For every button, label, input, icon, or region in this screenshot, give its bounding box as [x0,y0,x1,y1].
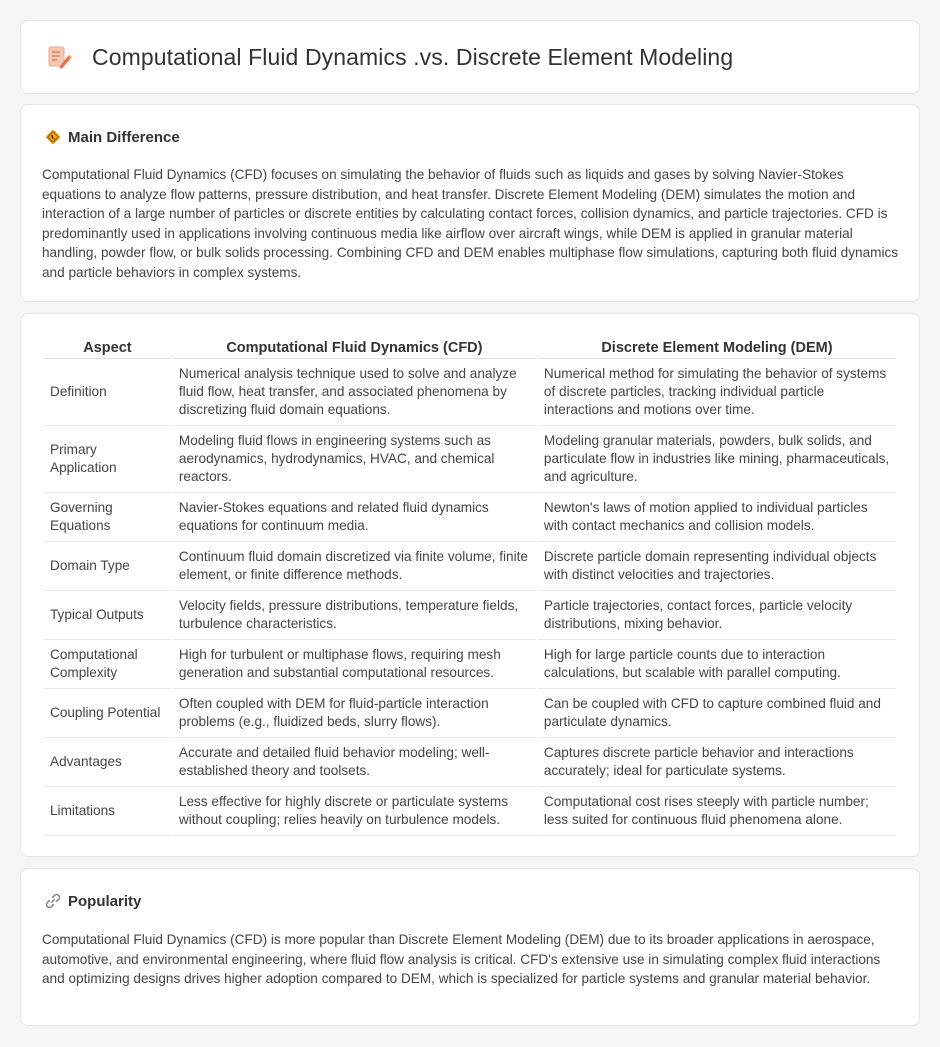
dem-cell: Discrete particle domain representing individual objects with distinct velocities and trajectories. [538,542,896,591]
dem-cell: Newton's laws of motion applied to individual particles with contact mechanics and collision models. [538,493,896,542]
dem-cell: Particle trajectories, contact forces, particle velocity distributions, mixing behavior. [538,591,896,640]
aspect-cell: Limitations [44,787,171,836]
popularity-title: Popularity [68,892,142,910]
main-difference-text: Computational Fluid Dynamics (CFD) focuses on simulating the behavior of fluids such as liquids and gases by solving Navier-Stokes equations to analyze flow patterns, pressure distribution, and heat transfer. Discrete Element Modeling (DEM) simulates the motion and interaction of a large number of particles or discrete entities by calculating contact forces, collision dynamics, and particle trajectories. CFD is predominantly used in applications involving continuous media like airflow over aircraft wings, while DEM is applied in granular material handling, powder flow, or bulk solids processing. Combining CFD and DEM enables multiphase flow simulations, capturing both fluid dynamics and particle behaviors in complex systems. [42,167,899,280]
table-row [44,787,896,836]
warning-sign-icon [44,128,62,146]
dem-cell: Numerical method for simulating the behavior of systems of discrete particles, tracking individual particle interactions and motions over time. [538,359,896,426]
dem-cell: Captures discrete particle behavior and interactions accurately; ideal for particulate systems. [538,738,896,787]
table-row [44,426,896,493]
aspect-cell: Computational Complexity [44,640,171,689]
table-row [44,542,896,591]
cfd-cell: Navier-Stokes equations and related fluid dynamics equations for continuum media. [173,493,536,542]
popularity-section [20,868,920,1026]
aspect-cell: Definition [44,359,171,426]
aspect-cell: Typical Outputs [44,591,171,640]
column-header-aspect: Aspect [44,337,171,359]
table-row [44,689,896,738]
cfd-cell: Often coupled with DEM for fluid-particle interaction problems (e.g., fluidized beds, slurry flows). [173,689,536,738]
table-row [44,640,896,689]
table-row [44,493,896,542]
aspect-cell: Governing Equations [44,493,171,542]
table-row [44,738,896,787]
dem-cell: High for large particle counts due to interaction calculations, but scalable with parallel computing. [538,640,896,689]
main-difference-title: Main Difference [68,128,180,146]
comparison-table-card [20,313,920,857]
page-title: Computational Fluid Dynamics .vs. Discrete Element Modeling [92,43,734,70]
table-row [44,591,896,640]
dem-cell: Can be coupled with CFD to capture combined fluid and particulate dynamics. [538,689,896,738]
table-row [44,359,896,426]
cfd-cell: Continuum fluid domain discretized via finite volume, finite element, or finite difference methods. [173,542,536,591]
dem-cell: Computational cost rises steeply with particle number; less suited for continuous fluid phenomena alone. [538,787,896,836]
main-difference-section [20,104,920,302]
aspect-cell: Domain Type [44,542,171,591]
aspect-cell: Advantages [44,738,171,787]
cfd-cell: Velocity fields, pressure distributions, temperature fields, turbulence characteristics. [173,591,536,640]
cfd-cell: Accurate and detailed fluid behavior modeling; well-established theory and toolsets. [173,738,536,787]
comparison-table [42,337,898,836]
column-header-dem: Discrete Element Modeling (DEM) [538,337,896,359]
cfd-cell: Numerical analysis technique used to solve and analyze fluid flow, heat transfer, and associated phenomena by discretizing fluid domain equations. [173,359,536,426]
cfd-cell: High for turbulent or multiphase flows, requiring mesh generation and substantial computational resources. [173,640,536,689]
link-icon [44,892,62,910]
cfd-cell: Less effective for highly discrete or particulate systems without coupling; relies heavily on turbulence models. [173,787,536,836]
table-header-row [44,337,896,359]
aspect-cell: Primary Application [44,426,171,493]
cfd-cell: Modeling fluid flows in engineering systems such as aerodynamics, hydrodynamics, HVAC, and chemical reactors. [173,426,536,493]
column-header-cfd: Computational Fluid Dynamics (CFD) [173,337,536,359]
document-edit-icon [46,44,72,70]
popularity-text: Computational Fluid Dynamics (CFD) is more popular than Discrete Element Modeling (DEM) due to its broader applications in aerospace, automotive, and environmental engineering, where fluid flow analysis is critical. CFD's extensive use in simulating complex fluid interactions and optimizing designs drives higher adoption compared to DEM, which is specialized for particle systems and granular material behavior. [42,932,881,987]
dem-cell: Modeling granular materials, powders, bulk solids, and particulate flow in industries like mining, pharmaceuticals, and agriculture. [538,426,896,493]
header-card [20,20,920,94]
aspect-cell: Coupling Potential [44,689,171,738]
